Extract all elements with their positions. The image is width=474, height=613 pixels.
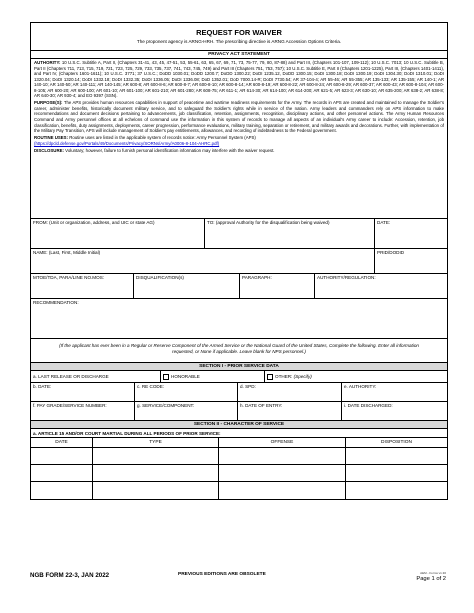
date-discharged-label: i. DATE DISCHARGED:: [344, 403, 393, 408]
other-label: OTHER:: [275, 374, 293, 379]
section1-heading: SECTION I - PRIOR SERVICE DATA: [31, 363, 447, 371]
purpose-text: The APS provides human resources capabilities in support of peacetime and wartime readiness requirements for the Army. The records in APS are created and maintained to manage the Soldier's career, administer benefits, historically document military service, and to safeguard the Soldier's rights while in service of the nation. Army leaders and commanders rely on APS information to make recommendations and document decisions pertaining to advancements, job classification, retention, assignments, recognition, disciplinary actions, and other personnel actions. The Army Human Resources Command and Army personnel offices at all echelons of command use the information in this system of records to manage all aspects of an individual's Army career to include: Accession, retention, job classification, benefits, duty assignments, deployments, career progression, performance evaluations, military training, separation or retirement, and military awards and decorations. Further, with implementation of the Military Pay Transition, APS will include management of Soldier's pay entitlements, allowances, and recording of indebtedness to the Federal government.: [34, 100, 444, 134]
cell-date[interactable]: [31, 448, 93, 464]
service-component-field[interactable]: [135, 402, 238, 420]
recommendation-row: [31, 299, 447, 339]
form-title: REQUEST FOR WAIVER: [196, 28, 282, 37]
authority-regulation-label: AUTHORITY/REGULATION:: [317, 275, 376, 280]
col-disposition: DISPOSITION: [381, 440, 412, 445]
cell-type[interactable]: [93, 465, 219, 481]
discharge-date-label: b. DATE:: [33, 384, 52, 389]
cell-disposition[interactable]: [346, 465, 447, 481]
cell-disposition[interactable]: [346, 482, 447, 499]
routine-label: ROUTINE USES:: [34, 135, 69, 141]
col-date: DATE: [31, 438, 93, 447]
character-table-header: [31, 438, 447, 448]
cell-type[interactable]: [93, 482, 219, 499]
article15-row: [31, 429, 447, 438]
prid-field[interactable]: [375, 249, 447, 273]
name-row: [31, 249, 447, 274]
pay-grade-field[interactable]: [31, 402, 135, 420]
cell-offense[interactable]: [219, 448, 346, 464]
article15-label: a. ARTICLE 15 AND/OR COURT MARTIAL DURING ALL PERIODS OF PRIOR SERVICE:: [33, 431, 221, 436]
cell-offense[interactable]: [219, 465, 346, 481]
recommendation-label: RECOMMENDATION:: [33, 300, 79, 305]
disclosure-label: DISCLOSURE:: [34, 147, 64, 153]
cell-type[interactable]: [93, 448, 219, 464]
cell-offense[interactable]: [219, 482, 346, 499]
form-id: NGB FORM 22-3, JAN 2022: [30, 572, 110, 579]
obsolete-notice: PREVIOUS EDITIONS ARE OBSOLETE: [178, 572, 266, 577]
page-number: Page 1 of 2: [416, 576, 446, 582]
service-component-label: g. SERVICE/COMPONENT:: [137, 403, 195, 408]
paragraph-field[interactable]: [240, 274, 315, 298]
other-checkbox[interactable]: [267, 374, 273, 380]
service-details-row: [31, 402, 447, 421]
pay-grade-label: f. PAY GRADE/SERVICE NUMBER:: [33, 403, 107, 408]
form-version-code: AEM - Forms v1.30: [420, 571, 446, 575]
honorable-checkbox[interactable]: [163, 374, 169, 380]
col-type: TYPE: [93, 438, 219, 447]
prid-label: PRID/DODID: [377, 250, 405, 255]
discharge-authority-field[interactable]: [342, 383, 447, 401]
authority-text: 10 U.S.C. Subtitle A, Part II, (Chapters 31-41, 43, 45, 47-51, 53, 55-61, 63, 65, 67, 69, 71, 73, 75-77, 79, 80, 87-88) and Part III, (Chapters 101-107, 109-112); 10 U.S.C. 7013; 10 U.S.C. Subtitle B, Part II (Chapters 711, 713, 715, 719, 721, 723, 725, 729, 733, 735, 737, 741, 743, 745, 749) and Part III (Chapters 751, 753, 757); 10 U.S.C. Subtitle E, Part II (Chapters 1201-1225), Part III, (Chapters 1401-1411), and Part IV, (Chapters 1601-1611); 10 U.S.C. 3771; 37 U.S.C.; DoDD 1030.01; DoDD 1200.7; DoDD 1300.22; DoDI 1235.12, DoDD 1300.15; DoDI 1300.18; DoDI 1300.19; DoDI 1304.30; DoDI 1310.01; DoDI 1320.04; DoDI 1320.14; DoDI 1332.18; DoDI 1332.35; DoDI 1336.05; DoDI 1336.08; DoD 1352.01; DoD 7000.14-R; DoDI 7730.54; AR 37-104-4; AR 55-46; AR 55-355; AR 135-133; AR 135-155; AR 140-1; AR 140-10; AR 140-50; AR 140-111; AR 140-145; AR 600-8; AR 600-8-6; AR 600-8-7; AR 600-8-10; AR 600-8-14; AR 600-8-19; AR 600-8-22; AR 600-8-24; AR 600-8-29; AR 600-37; AR 600-43; AR 600-8-104; AR 600-8-105; AR 600-20; AR 600-100; AR 601-10; AR 601-100; AR 601-210; AR 601-280; AR 608-75; AR 611-1; AR 614-30; AR 614-100; AR 614-200; AR 621-5; AR 623-3; AR 630-10; AR 635-200; AR 638-2; AR 638-8; AR 640-30; AR 930-4; and EO 9397 (SSN).: [34, 60, 444, 99]
re-code-label: c. RE CODE:: [137, 384, 165, 389]
date-field[interactable]: [375, 219, 447, 248]
release-details-row: [31, 383, 447, 402]
routine-text: Routine uses are listed in the applicable system of records notice: Army Personnel System (APS): [69, 135, 256, 141]
last-release-label: a. LAST RELEASE OR DISCHARGE: [31, 371, 161, 382]
authority-paragraph: [34, 60, 444, 99]
routine-paragraph: [34, 135, 444, 146]
disqualification-field[interactable]: [134, 274, 240, 298]
other-specify: (Specify): [293, 374, 312, 379]
table-row: [31, 482, 447, 499]
date-discharged-field[interactable]: [342, 402, 447, 420]
section2-heading: SECTION II - CHARACTER OF SERVICE: [31, 421, 447, 429]
table-row: [31, 465, 447, 482]
form-footer: [30, 570, 446, 590]
mtoe-field[interactable]: [31, 274, 134, 298]
discharge-authority-label: e. AUTHORITY:: [344, 384, 377, 389]
waiver-form: [30, 22, 448, 500]
from-to-row: [31, 219, 447, 249]
title-block: [31, 23, 447, 51]
to-label: TO: (approval Authority for the disqualification being waived): [207, 220, 330, 225]
disclosure-paragraph: [34, 148, 444, 154]
character-table-body: [31, 448, 447, 499]
name-field[interactable]: [31, 249, 375, 273]
honorable-label: HONORABLE: [171, 374, 200, 379]
to-field[interactable]: [205, 219, 375, 248]
re-code-field[interactable]: [135, 383, 238, 401]
from-field[interactable]: [31, 219, 205, 248]
other-option[interactable]: [265, 371, 447, 382]
cell-disposition[interactable]: [346, 448, 447, 464]
prior-service-note: (If the applicant has ever been in a Regular or Reserve Component of the Armed Service or the National Guard of the United States, Complete the following. Enter all information requested, or None if applicable. Leave blank for NPS personnel.): [31, 339, 447, 363]
cell-date[interactable]: [31, 465, 93, 481]
name-label: NAME: (Last, First, Middle Initial): [33, 250, 101, 255]
disclosure-text: Voluntary; however, failure to furnish personal identification information may interfere with the waiver request.: [65, 147, 275, 153]
table-row: [31, 448, 447, 465]
purpose-label: PURPOSE(S):: [34, 100, 63, 106]
discharge-date-field[interactable]: [31, 383, 135, 401]
discharge-row: [31, 371, 447, 383]
privacy-statement: [31, 59, 447, 219]
col-offense: OFFENSE: [219, 438, 346, 447]
mtoe-label: MTOE/TDA, PARA/LINE NO.MOS:: [33, 275, 105, 280]
date-entry-field[interactable]: [238, 402, 342, 420]
spd-label: d. SPD:: [240, 384, 256, 389]
disqualification-label: DISQUALIFICATION(s): [136, 275, 184, 280]
privacy-heading: PRIVACY ACT STATEMENT: [31, 51, 447, 59]
date-label: DATE:: [377, 220, 391, 225]
mtoe-row: [31, 274, 447, 299]
from-label: FROM: (Unit or organization, address, and UIC or state AG): [33, 220, 155, 225]
honorable-option[interactable]: [161, 371, 265, 382]
authority-label: AUTHORITY:: [34, 60, 61, 65]
paragraph-label: PARAGRAPH:: [242, 275, 272, 280]
form-subtitle: The proponent agency is ARNG-HRH. The prescribing directive is ARNG Accession Options Criteria.: [136, 39, 342, 44]
date-entry-label: h. DATE OF ENTRY:: [240, 403, 283, 408]
purpose-paragraph: [34, 100, 444, 133]
cell-date[interactable]: [31, 482, 93, 499]
spd-field[interactable]: [238, 383, 342, 401]
sorn-link[interactable]: (https://dpcld.defense.gov/Portals/49/Documents/Privacy/SORNs/Army/A0006-8-104-AHRC.pdf): [34, 140, 220, 146]
authority-regulation-field[interactable]: [315, 274, 447, 298]
recommendation-field[interactable]: [31, 299, 447, 338]
